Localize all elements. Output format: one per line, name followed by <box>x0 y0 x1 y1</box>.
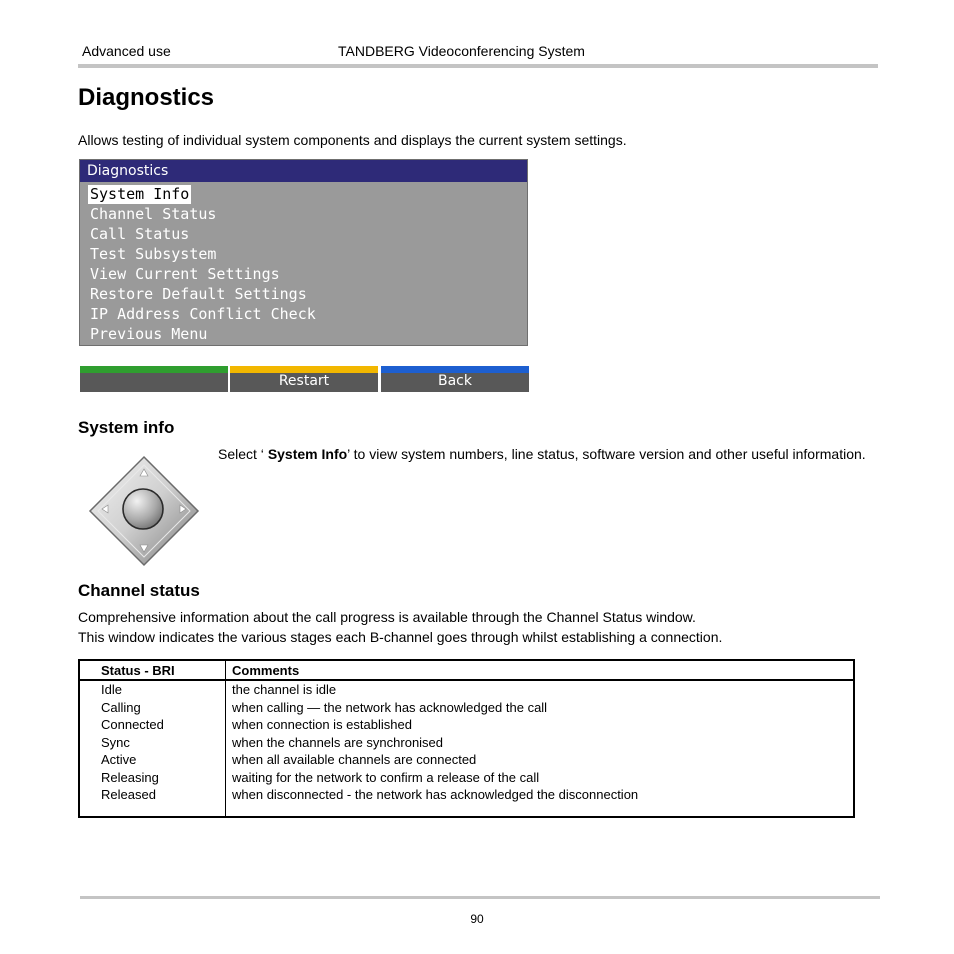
comments-column <box>226 680 855 817</box>
status-cell: Releasing <box>101 769 159 785</box>
status-cell: Sync <box>101 734 130 750</box>
comment-cell: when connection is established <box>232 717 412 732</box>
channel-status-line-2: This window indicates the various stages each B-channel goes through whilst establishing a connection. <box>78 629 723 645</box>
softkey-restart-label: Restart <box>278 373 330 389</box>
comment-cell: when calling — the network has acknowledged the call <box>232 699 548 715</box>
osd-menu-item-ip-address-conflict-check[interactable]: IP Address Conflict Check <box>90 305 316 323</box>
system-info-heading: System info <box>78 418 175 437</box>
osd-menu-item-system-info[interactable]: System Info <box>90 185 190 203</box>
status-cell: Active <box>101 752 137 767</box>
status-cell: Calling <box>101 699 141 715</box>
header-section: Advanced use <box>82 43 171 59</box>
status-cell: Idle <box>101 682 122 697</box>
osd-menu-item-channel-status[interactable]: Channel Status <box>90 205 217 223</box>
osd-menu-item-previous-menu[interactable]: Previous Menu <box>90 325 208 343</box>
osd-menu-item-test-subsystem[interactable]: Test Subsystem <box>90 245 217 263</box>
status-cell: Released <box>101 787 156 802</box>
column-header-comments: Comments <box>226 660 855 680</box>
page-title: Diagnostics <box>78 84 215 111</box>
channel-status-table <box>78 659 855 818</box>
softkey-restart-button[interactable] <box>230 366 378 392</box>
osd-menu-item-call-status[interactable]: Call Status <box>90 225 190 243</box>
system-info-text <box>218 444 878 464</box>
channel-status-line-1: Comprehensive information about the call progress is available through the Channel Status window. <box>78 609 696 625</box>
channel-status-heading: Channel status <box>78 581 200 600</box>
navigation-pad-icon <box>87 455 201 567</box>
comment-cell: when all available channels are connected <box>232 752 477 767</box>
comment-cell: when disconnected - the network has acknowledged the disconnection <box>232 787 639 802</box>
osd-menu-item-view-current-settings[interactable]: View Current Settings <box>90 265 280 283</box>
header-rule <box>78 64 878 68</box>
comment-cell: the channel is idle <box>232 682 337 697</box>
comment-cell: when the channels are synchronised <box>232 734 444 750</box>
table-row <box>79 680 854 817</box>
intro-text: Allows testing of individual system components and displays the current system settings. <box>78 132 627 148</box>
softkey-blue-bar <box>381 366 529 373</box>
softkey-green[interactable] <box>80 366 228 392</box>
system-info-text-bold: System Info <box>267 446 348 462</box>
osd-menu-title: Diagnostics <box>80 160 527 182</box>
footer-rule <box>80 896 880 899</box>
system-info-text-prefix: Select ‘ <box>218 446 268 462</box>
status-column <box>79 680 226 817</box>
softkey-back-button[interactable] <box>381 366 529 392</box>
osd-menu-item-restore-default-settings[interactable]: Restore Default Settings <box>90 285 307 303</box>
page-number: 90 <box>470 912 484 926</box>
status-cell: Connected <box>101 717 164 732</box>
comment-cell: waiting for the network to confirm a release of the call <box>232 769 540 785</box>
column-header-status: Status - BRI <box>79 660 226 680</box>
softkey-back-label: Back <box>438 373 472 389</box>
softkey-green-bar <box>80 366 228 373</box>
diagnostics-osd-menu <box>79 159 528 346</box>
system-info-text-suffix: ’ to view system numbers, line status, software version and other useful information. <box>347 446 866 462</box>
table-header-row <box>79 660 854 680</box>
header-product: TANDBERG Videoconferencing System <box>338 43 585 59</box>
softkey-yellow-bar <box>230 366 378 373</box>
